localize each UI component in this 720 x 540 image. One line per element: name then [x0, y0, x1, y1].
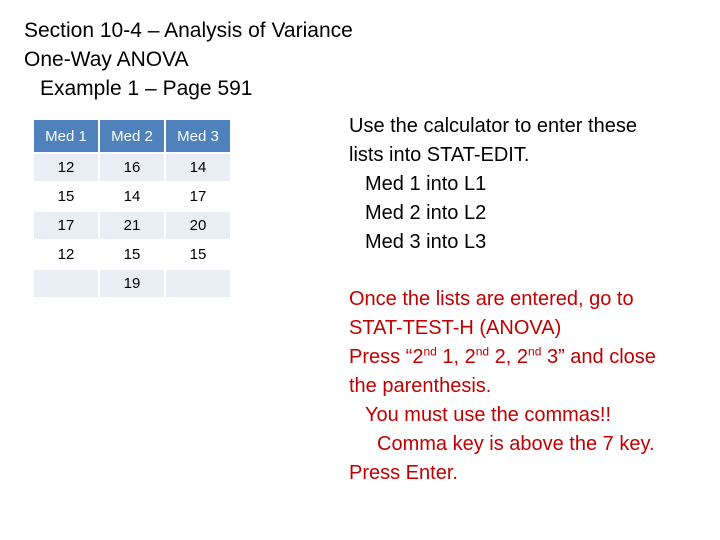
table-cell: 14: [100, 183, 164, 210]
press-prefix: Press “2: [349, 346, 424, 368]
column-header-med1: Med 1: [34, 120, 98, 152]
table-cell: 15: [100, 241, 164, 268]
superscript-nd: nd: [528, 344, 542, 359]
step-line: You must use the commas!!: [365, 404, 612, 426]
table-cell: 15: [166, 241, 230, 268]
table-cell: [34, 270, 98, 297]
column-header-med2: Med 2: [100, 120, 164, 152]
data-table: [32, 118, 232, 299]
table-cell: 14: [166, 154, 230, 181]
table-row: [34, 212, 230, 239]
slide-title: [24, 16, 353, 103]
superscript-nd: nd: [423, 344, 437, 359]
press-keys-line: [349, 343, 709, 372]
step-line: Press Enter.: [349, 462, 458, 484]
step-line: Once the lists are entered, go to: [349, 288, 634, 310]
instruction-line: Med 3 into L3: [365, 231, 487, 253]
table-row: [34, 270, 230, 297]
superscript-nd: nd: [475, 344, 490, 359]
table-row: [34, 241, 230, 268]
table-row: [34, 154, 230, 181]
table-cell: 21: [100, 212, 164, 239]
table-cell: 19: [100, 270, 164, 297]
table-cell: 12: [34, 154, 98, 181]
instruction-line: Med 2 into L2: [365, 202, 487, 224]
table-row: [34, 183, 230, 210]
table-cell: 12: [34, 241, 98, 268]
column-header-med3: Med 3: [166, 120, 230, 152]
instruction-line: Med 1 into L1: [365, 173, 487, 195]
title-line-section: Section 10-4 – Analysis of Variance: [24, 19, 353, 42]
table-cell: 15: [34, 183, 98, 210]
table-header-row: [34, 120, 230, 152]
table-cell: 17: [34, 212, 98, 239]
table-cell: [166, 270, 230, 297]
step-line: STAT-TEST-H (ANOVA): [349, 317, 562, 339]
table-cell: 17: [166, 183, 230, 210]
instructions-text: [349, 112, 709, 488]
title-line-anova: One-Way ANOVA: [24, 48, 189, 71]
press-suffix: 3” and close: [541, 346, 656, 368]
press-part: 2, 2: [489, 346, 529, 368]
spacer: [349, 257, 709, 285]
instruction-line: Use the calculator to enter these: [349, 115, 637, 137]
press-part: 1, 2: [436, 346, 476, 368]
title-line-example: Example 1 – Page 591: [40, 77, 253, 100]
step-line: Comma key is above the 7 key.: [377, 433, 655, 455]
table-cell: 16: [100, 154, 164, 181]
table-cell: 20: [166, 212, 230, 239]
step-line: the parenthesis.: [349, 375, 492, 397]
instruction-line: lists into STAT-EDIT.: [349, 144, 530, 166]
